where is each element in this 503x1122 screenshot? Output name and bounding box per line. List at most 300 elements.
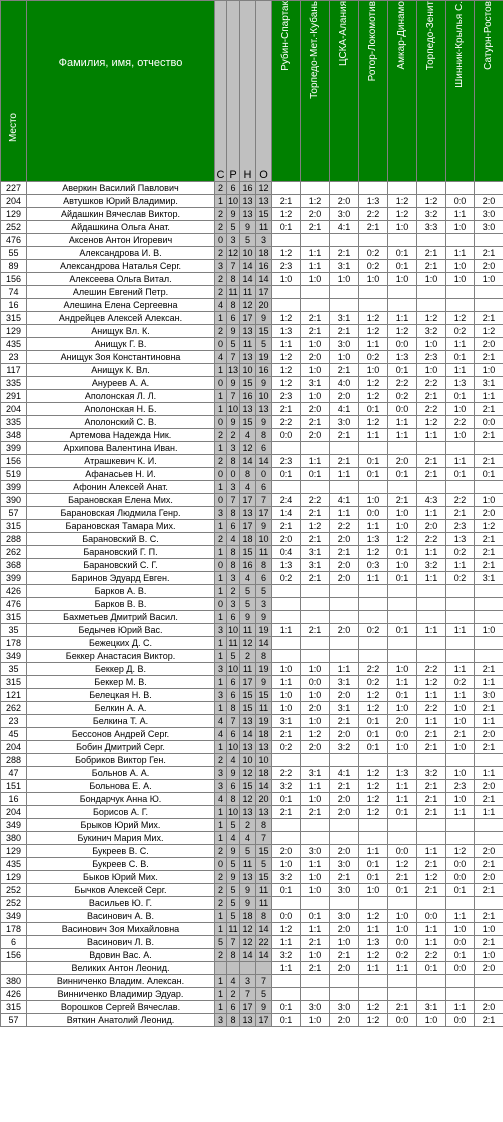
row-stat-r: 7 [227, 715, 240, 728]
table-row[interactable] [1, 611, 503, 624]
row-prediction-match-1 [272, 975, 301, 988]
row-stat-s: 1 [215, 676, 227, 689]
row-place: 23 [1, 351, 27, 364]
row-prediction-match-5: 1:1 [388, 416, 417, 429]
row-prediction-match-2: 2:2 [301, 494, 330, 507]
row-prediction-match-2: 1:0 [301, 663, 330, 676]
row-prediction-match-4: 1:0 [359, 884, 388, 897]
table-row[interactable] [1, 936, 503, 949]
row-stat-n: 13 [240, 507, 256, 520]
row-stat-n: 14 [240, 455, 256, 468]
table-row[interactable] [1, 286, 503, 299]
row-place: 399 [1, 442, 27, 455]
row-player-name: Брыков Юрий Мих. [27, 819, 215, 832]
row-prediction-match-6: 2:2 [417, 663, 446, 676]
row-prediction-match-7: 1:1 [446, 338, 475, 351]
row-player-name: Андрейцев Алексей Алексан. [27, 312, 215, 325]
table-row[interactable] [1, 546, 503, 559]
table-row[interactable] [1, 767, 503, 780]
row-prediction-match-6 [417, 234, 446, 247]
row-prediction-match-3: 2:0 [330, 793, 359, 806]
table-row[interactable] [1, 507, 503, 520]
row-prediction-match-6: 2:1 [417, 780, 446, 793]
row-prediction-match-7 [446, 442, 475, 455]
table-row[interactable] [1, 884, 503, 897]
row-prediction-match-1: 0:1 [272, 1014, 301, 1027]
row-prediction-match-3: 2:0 [330, 728, 359, 741]
column-header-match-8[interactable]: Сатурн-Ростов [475, 1, 503, 182]
row-prediction-match-4: 1:1 [359, 962, 388, 975]
row-prediction-match-2: 1:0 [301, 273, 330, 286]
row-prediction-match-8 [475, 442, 503, 455]
row-prediction-match-2 [301, 754, 330, 767]
row-prediction-match-2: 1:1 [301, 780, 330, 793]
row-stat-o: 8 [256, 819, 272, 832]
row-stat-s: 1 [215, 585, 227, 598]
row-stat-r: 5 [227, 910, 240, 923]
row-place: 16 [1, 793, 27, 806]
table-row[interactable] [1, 754, 503, 767]
row-prediction-match-2 [301, 819, 330, 832]
row-prediction-match-8: 2:1 [475, 910, 503, 923]
row-player-name: Больнов А. А. [27, 767, 215, 780]
row-prediction-match-4: 0:2 [359, 624, 388, 637]
row-prediction-match-5: 2:0 [388, 715, 417, 728]
table-row[interactable] [1, 260, 503, 273]
row-stat-n: 4 [240, 429, 256, 442]
table-row[interactable] [1, 559, 503, 572]
row-stat-s: 1 [215, 312, 227, 325]
table-row[interactable] [1, 689, 503, 702]
row-prediction-match-8: 2:0 [475, 260, 503, 273]
row-stat-o: 7 [256, 494, 272, 507]
table-row[interactable] [1, 793, 503, 806]
row-prediction-match-6 [417, 299, 446, 312]
row-prediction-match-2: 1:1 [301, 260, 330, 273]
row-stat-r: 5 [227, 858, 240, 871]
row-stat-o: 18 [256, 247, 272, 260]
column-header-stat-s[interactable]: С [215, 1, 227, 182]
row-prediction-match-3: 1:1 [330, 507, 359, 520]
row-stat-r: 8 [227, 702, 240, 715]
row-prediction-match-7: 2:2 [446, 494, 475, 507]
row-stat-r: 10 [227, 807, 238, 817]
row-prediction-match-5: 0:1 [388, 364, 417, 377]
row-stat-s: 1 [215, 832, 227, 845]
row-place: 35 [1, 663, 27, 676]
table-row[interactable] [1, 780, 503, 793]
table-row[interactable] [1, 949, 503, 962]
row-stat-s: 2 [215, 429, 227, 442]
table-row[interactable] [1, 715, 503, 728]
row-place: 315 [1, 1001, 27, 1014]
row-prediction-match-3: 2:0 [330, 962, 359, 975]
row-prediction-match-8: 2:0 [475, 507, 503, 520]
table-row[interactable] [1, 819, 503, 832]
row-stat-o: 3 [256, 598, 272, 611]
row-place: 399 [1, 481, 27, 494]
row-prediction-match-4: 1:2 [359, 312, 388, 325]
row-player-name: Айдашкина Ольга Анат. [27, 221, 215, 234]
table-row[interactable] [1, 806, 503, 819]
table-row[interactable] [1, 299, 503, 312]
table-row[interactable] [1, 403, 503, 416]
row-place: 315 [1, 676, 27, 689]
column-header-match-7[interactable]: Шинник-Крылья С. [446, 1, 475, 182]
table-row[interactable] [1, 468, 503, 481]
row-prediction-match-4: 1:2 [359, 949, 388, 962]
row-stat-r: 7 [227, 390, 240, 403]
row-player-name: Аполонская Н. Б. [27, 403, 215, 416]
row-prediction-match-8: 2:1 [475, 793, 503, 806]
row-place: 151 [1, 780, 27, 793]
row-stat-o: 19 [256, 351, 272, 364]
table-row[interactable] [1, 520, 503, 533]
row-prediction-match-7: 1:0 [446, 741, 475, 754]
table-row[interactable] [1, 221, 503, 234]
row-prediction-match-2: 1:2 [301, 520, 330, 533]
row-stat-n: 10 [240, 364, 256, 377]
row-stat-r: 10 [227, 625, 238, 635]
table-row[interactable] [1, 481, 503, 494]
row-prediction-match-8 [475, 897, 503, 910]
row-player-name: Бычков Алексей Серг. [27, 884, 215, 897]
table-row[interactable] [1, 364, 503, 377]
row-prediction-match-3: 3:1 [330, 676, 359, 689]
column-header-match-1[interactable]: Рубин-Спартак [272, 1, 301, 182]
row-prediction-match-7: 1:1 [446, 455, 475, 468]
row-stat-o: 15 [256, 208, 272, 221]
row-place: 288 [1, 533, 27, 546]
row-place: 435 [1, 338, 27, 351]
row-prediction-match-3: 2:1 [330, 247, 359, 260]
row-stat-n: 15 [240, 377, 256, 390]
column-header-name[interactable]: Фамилия, имя, отчество [27, 1, 215, 182]
column-header-stat-r[interactable]: Р [227, 1, 240, 182]
row-stat-r: 8 [227, 273, 240, 286]
row-stat-s: 0 [215, 494, 227, 507]
row-stat-n: 18 [240, 533, 256, 546]
table-row[interactable] [1, 910, 503, 923]
row-stat-o: 6 [256, 442, 272, 455]
row-prediction-match-8: 1:1 [475, 676, 503, 689]
table-row[interactable] [1, 377, 503, 390]
row-prediction-match-3 [330, 832, 359, 845]
row-stat-s: 2 [215, 949, 227, 962]
row-prediction-match-6: 2:1 [417, 728, 446, 741]
row-player-name: Бобин Дмитрий Серг. [27, 741, 215, 754]
row-player-name: Алексеева Ольга Витал. [27, 273, 215, 286]
table-row[interactable] [1, 650, 503, 663]
row-prediction-match-2: 3:1 [301, 559, 330, 572]
table-row[interactable] [1, 533, 503, 546]
row-prediction-match-6: 1:1 [417, 429, 446, 442]
row-stat-r: 12 [227, 248, 238, 258]
table-row[interactable] [1, 975, 503, 988]
row-stat-n: 12 [240, 299, 256, 312]
row-prediction-match-3: 2:0 [330, 923, 359, 936]
row-stat-r: 4 [227, 975, 240, 988]
table-row[interactable] [1, 1014, 503, 1027]
row-stat-o: 13 [256, 806, 272, 819]
row-prediction-match-4 [359, 598, 388, 611]
row-prediction-match-1 [272, 182, 301, 195]
row-prediction-match-6 [417, 819, 446, 832]
table-row[interactable] [1, 494, 503, 507]
row-prediction-match-8: 1:1 [475, 715, 503, 728]
table-row[interactable] [1, 325, 503, 338]
table-row[interactable] [1, 442, 503, 455]
table-row[interactable] [1, 741, 503, 754]
row-prediction-match-7 [446, 819, 475, 832]
row-stat-r [227, 962, 240, 975]
table-row[interactable] [1, 702, 503, 715]
row-player-name: Великих Антон Леонид. [27, 962, 215, 975]
table-row[interactable] [1, 624, 503, 637]
table-row[interactable] [1, 728, 503, 741]
row-prediction-match-8: 2:0 [475, 845, 503, 858]
table-row[interactable] [1, 273, 503, 286]
table-row[interactable] [1, 871, 503, 884]
row-stat-n: 7 [240, 988, 256, 1001]
table-row[interactable] [1, 195, 503, 208]
row-prediction-match-7 [446, 299, 475, 312]
row-prediction-match-6: 1:1 [417, 624, 446, 637]
table-row[interactable] [1, 455, 503, 468]
row-prediction-match-2: 0:1 [301, 468, 330, 481]
row-player-name: Афанасьев Н. И. [27, 468, 215, 481]
row-prediction-match-3 [330, 585, 359, 598]
row-player-name: Бондарчук Анна Ю. [27, 793, 215, 806]
row-prediction-match-1: 2:1 [272, 806, 301, 819]
row-prediction-match-7: 1:1 [446, 663, 475, 676]
row-stat-r: 7 [227, 494, 240, 507]
row-prediction-match-1 [272, 988, 301, 1001]
row-prediction-match-2: 2:1 [301, 936, 330, 949]
row-prediction-match-6: 3:2 [417, 767, 446, 780]
table-row[interactable] [1, 923, 503, 936]
row-prediction-match-5: 2:1 [388, 494, 417, 507]
row-stat-o: 13 [256, 403, 272, 416]
row-player-name: Барановский Г. П. [27, 546, 215, 559]
row-player-name: Бежецких Д. С. [27, 637, 215, 650]
table-row[interactable] [1, 988, 503, 1001]
row-prediction-match-2 [301, 611, 330, 624]
row-prediction-match-3 [330, 637, 359, 650]
row-stat-r: 9 [227, 325, 240, 338]
row-prediction-match-1: 0:0 [272, 429, 301, 442]
row-prediction-match-8: 0:1 [475, 468, 503, 481]
row-prediction-match-1 [272, 585, 301, 598]
column-header-match-6[interactable]: Торпедо-Зенит [417, 1, 446, 182]
row-prediction-match-4: 2:2 [359, 208, 388, 221]
row-prediction-match-5: 0:0 [388, 1014, 417, 1027]
row-prediction-match-4: 1:2 [359, 1001, 388, 1014]
row-prediction-match-2: 2:1 [301, 533, 330, 546]
column-header-place[interactable]: Место [1, 1, 27, 182]
row-prediction-match-5: 1:1 [388, 312, 417, 325]
row-prediction-match-5: 0:2 [388, 949, 417, 962]
table-row[interactable] [1, 416, 503, 429]
row-stat-s: 4 [215, 793, 227, 806]
table-row[interactable] [1, 390, 503, 403]
table-row[interactable] [1, 429, 503, 442]
row-stat-o: 5 [256, 585, 272, 598]
table-row[interactable] [1, 663, 503, 676]
row-player-name: Аполонская Л. Л. [27, 390, 215, 403]
row-stat-n: 4 [240, 832, 256, 845]
table-row[interactable] [1, 897, 503, 910]
column-header-match-3[interactable]: ЦСКА-Алания [330, 1, 359, 182]
table-row[interactable] [1, 208, 503, 221]
row-player-name: Быков Юрий Мих. [27, 871, 215, 884]
table-row[interactable] [1, 234, 503, 247]
row-stat-r: 8 [227, 546, 240, 559]
row-prediction-match-1: 0:1 [272, 1001, 301, 1014]
row-prediction-match-5: 1:0 [388, 910, 417, 923]
row-stat-s: 1 [215, 364, 227, 377]
row-stat-o: 14 [256, 949, 272, 962]
row-prediction-match-2: 1:0 [301, 1014, 330, 1027]
row-stat-r: 5 [227, 650, 240, 663]
row-prediction-match-1: 2:2 [272, 416, 301, 429]
row-stat-r: 4 [227, 832, 240, 845]
row-prediction-match-1: 1:4 [272, 507, 301, 520]
row-player-name: Васинович Л. В. [27, 936, 215, 949]
row-place: 204 [1, 403, 27, 416]
row-prediction-match-5 [388, 481, 417, 494]
row-prediction-match-7: 2:2 [446, 416, 475, 429]
column-header-stat-o[interactable]: О [256, 1, 272, 182]
table-row[interactable] [1, 832, 503, 845]
row-prediction-match-2: 1:0 [301, 364, 330, 377]
column-header-stat-n[interactable]: Н [240, 1, 256, 182]
row-prediction-match-5: 1:1 [388, 676, 417, 689]
table-row[interactable] [1, 182, 503, 195]
row-stat-o: 15 [256, 871, 272, 884]
row-prediction-match-1 [272, 598, 301, 611]
row-stat-r: 5 [227, 819, 240, 832]
table-row[interactable] [1, 676, 503, 689]
row-stat-s: 2 [215, 247, 227, 260]
column-header-match-4[interactable]: Ротор-Локомотив [359, 1, 388, 182]
column-header-match-2[interactable]: Торпедо-Мет.-Кубань [301, 1, 330, 182]
row-prediction-match-5: 1:0 [388, 559, 417, 572]
table-row[interactable] [1, 637, 503, 650]
row-prediction-match-6: 2:1 [417, 247, 446, 260]
row-prediction-match-8 [475, 819, 503, 832]
row-stat-s: 1 [215, 741, 227, 754]
row-stat-s [215, 962, 227, 975]
table-row[interactable] [1, 351, 503, 364]
row-stat-n: 11 [240, 663, 256, 676]
row-place: 349 [1, 650, 27, 663]
row-prediction-match-5: 0:1 [388, 468, 417, 481]
row-prediction-match-4: 0:0 [359, 507, 388, 520]
row-stat-o: 5 [256, 988, 272, 1001]
row-stat-n: 11 [240, 338, 256, 351]
row-stat-o: 15 [256, 689, 272, 702]
row-prediction-match-7: 1:1 [446, 208, 475, 221]
row-prediction-match-3: 2:1 [330, 546, 359, 559]
column-header-match-5[interactable]: Амкар-Динамо [388, 1, 417, 182]
row-prediction-match-5: 1:2 [388, 208, 417, 221]
row-prediction-match-8 [475, 975, 503, 988]
table-row[interactable] [1, 858, 503, 871]
row-player-name: Ануреев А. А. [27, 377, 215, 390]
row-prediction-match-6 [417, 598, 446, 611]
row-stat-s: 4 [215, 299, 227, 312]
row-prediction-match-6: 0:0 [417, 910, 446, 923]
row-stat-s: 1 [215, 637, 227, 650]
row-prediction-match-3 [330, 988, 359, 1001]
row-player-name: Анищук К. Вл. [27, 364, 215, 377]
row-player-name: Васинович А. В. [27, 910, 215, 923]
row-prediction-match-1 [272, 637, 301, 650]
row-prediction-match-1 [272, 819, 301, 832]
row-stat-r: 4 [227, 533, 240, 546]
row-prediction-match-6: 2:3 [417, 351, 446, 364]
table-row[interactable] [1, 338, 503, 351]
row-player-name: Алешин Евгений Петр. [27, 286, 215, 299]
row-stat-n: 15 [240, 416, 256, 429]
row-stat-n: 14 [240, 260, 256, 273]
table-row[interactable] [1, 962, 503, 975]
row-prediction-match-7: 2:1 [446, 728, 475, 741]
row-player-name: Барановская Людмила Генр. [27, 507, 215, 520]
row-prediction-match-2: 1:1 [301, 923, 330, 936]
table-row[interactable] [1, 598, 503, 611]
row-prediction-match-5 [388, 299, 417, 312]
row-stat-s: 5 [215, 936, 227, 949]
row-stat-s: 0 [215, 559, 227, 572]
row-prediction-match-8 [475, 611, 503, 624]
row-stat-n: 12 [240, 936, 256, 949]
row-prediction-match-4: 0:2 [359, 351, 388, 364]
row-stat-s: 3 [215, 624, 227, 637]
row-prediction-match-1: 2:0 [272, 533, 301, 546]
row-prediction-match-2 [301, 988, 330, 1001]
table-row[interactable] [1, 572, 503, 585]
row-stat-r: 10 [227, 404, 238, 414]
row-place: 252 [1, 884, 27, 897]
row-stat-n: 12 [240, 637, 256, 650]
row-prediction-match-4: 1:2 [359, 767, 388, 780]
row-stat-n: 12 [240, 767, 256, 780]
table-row[interactable] [1, 1001, 503, 1014]
row-prediction-match-7: 1:0 [446, 260, 475, 273]
table-row[interactable] [1, 312, 503, 325]
row-stat-s: 1 [215, 975, 227, 988]
row-place: 335 [1, 377, 27, 390]
row-stat-o: 22 [256, 936, 272, 949]
table-row[interactable] [1, 845, 503, 858]
row-stat-r: 9 [227, 871, 240, 884]
row-prediction-match-1: 0:1 [272, 221, 301, 234]
row-prediction-match-7 [446, 637, 475, 650]
row-stat-r: 8 [227, 559, 240, 572]
row-prediction-match-7: 1:1 [446, 689, 475, 702]
table-row[interactable] [1, 585, 503, 598]
row-prediction-match-7 [446, 754, 475, 767]
row-prediction-match-6: 2:1 [417, 858, 446, 871]
row-prediction-match-4: 1:1 [359, 338, 388, 351]
row-prediction-match-1: 0:1 [272, 468, 301, 481]
row-stat-n: 4 [240, 481, 256, 494]
table-row[interactable] [1, 247, 503, 260]
row-player-name: Аверкин Василий Павлович [27, 182, 215, 195]
row-place: 426 [1, 988, 27, 1001]
